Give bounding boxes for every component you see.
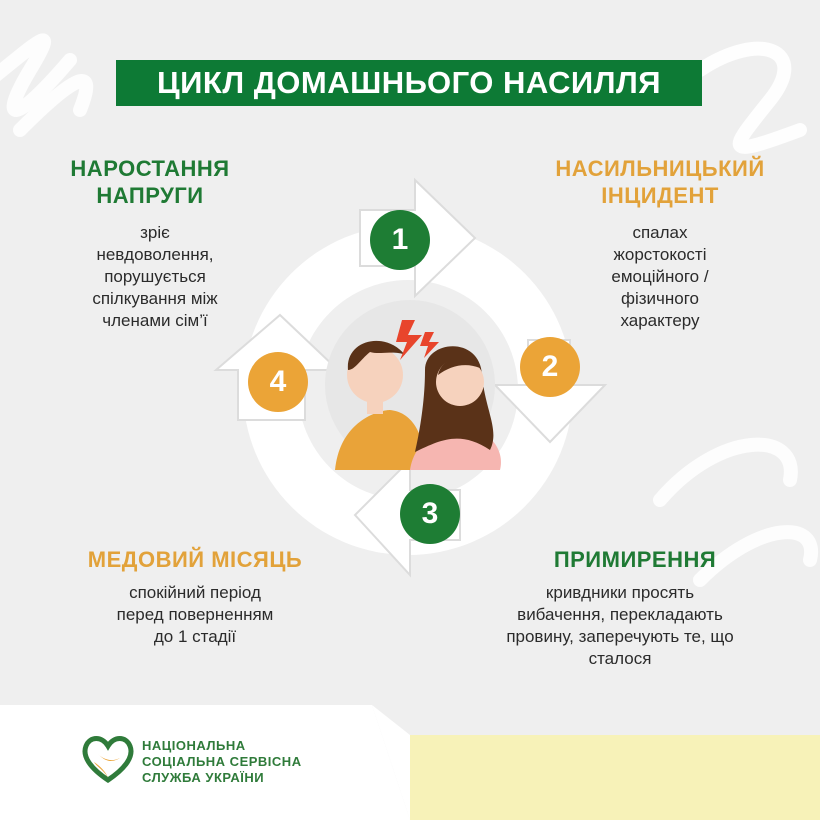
stage-3-badge: 3 bbox=[400, 484, 460, 544]
stage-4-description: спокійний період перед поверненням до 1 стадії bbox=[116, 583, 274, 646]
logo-line-3: СЛУЖБА УКРАЇНИ bbox=[142, 770, 265, 785]
stage-1-heading bbox=[40, 155, 260, 209]
stage-1-heading-line1: НАРОСТАННЯ bbox=[70, 156, 230, 181]
ncss-logo-icon bbox=[80, 732, 136, 784]
stage-3-description: кривдники просять вибачення, перекладають провину, заперечують те, що сталося bbox=[506, 583, 734, 668]
stage-2-badge: 2 bbox=[520, 337, 580, 397]
logo-line-1: НАЦІОНАЛЬНА bbox=[142, 738, 246, 753]
page-title: ЦИКЛ ДОМАШНЬОГО НАСИЛЛЯ bbox=[116, 60, 702, 106]
logo-line-2: СОЦІАЛЬНА СЕРВІСНА bbox=[142, 754, 302, 769]
stage-1-heading-line2: НАПРУГИ bbox=[96, 183, 204, 208]
stage-2-description: спалах жорстокості емоційного / фізичного характеру bbox=[611, 223, 709, 330]
ncss-logo-text bbox=[142, 738, 362, 786]
stage-3-heading: ПРИМИРЕННЯ bbox=[553, 547, 717, 572]
stage-4-heading: МЕДОВИЙ МІСЯЦЬ bbox=[87, 547, 303, 572]
footer-yellow-band bbox=[410, 735, 820, 820]
stage-4-badge: 4 bbox=[248, 352, 308, 412]
stage-2-heading-line2: ІНЦИДЕНТ bbox=[601, 183, 719, 208]
stage-1-description: зріє невдоволення, порушується спілкування між членами сім’ї bbox=[92, 223, 218, 330]
stage-1-badge: 1 bbox=[370, 210, 430, 270]
stage-2-heading-line1: НАСИЛЬНИЦЬКИЙ bbox=[555, 156, 765, 181]
stage-2-heading bbox=[525, 155, 795, 209]
